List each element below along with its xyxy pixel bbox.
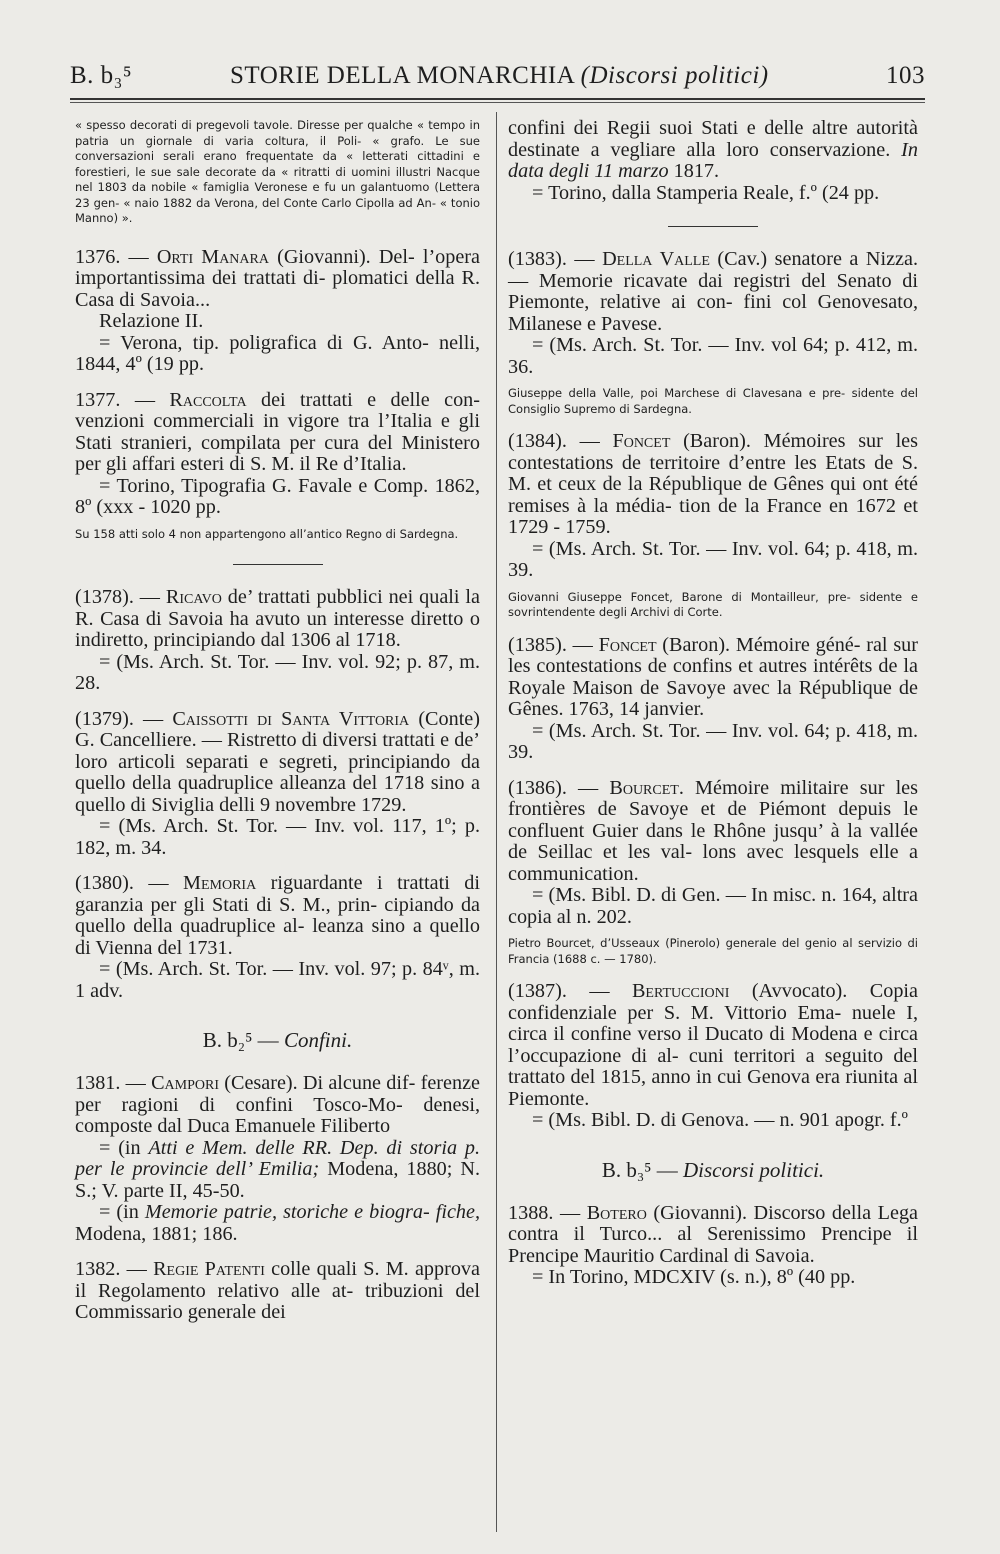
entry-1386-source: = (Ms. Bibl. D. di Gen. — In misc. n. 164, altra copia al n. 202. (508, 884, 918, 928)
page-number: 103 (886, 62, 925, 89)
source-title: Atti e Mem. delle RR. Dep. di storia p. per le provincie dell’ Emilia; (75, 1136, 481, 1180)
entry-1385-source: = (Ms. Arch. St. Tor. — Inv. vol. 64; p. 418, m. 39. (508, 719, 918, 763)
entry-text: (Cesare). Di alcune dif- ferenze per ragioni di confini Tosco-Mo- denesi, composte dal Duca Emanuele Filiberto (75, 1072, 481, 1137)
entry-author: Memoria (183, 872, 257, 894)
entry-number: (1387). — (508, 980, 632, 1002)
entry-author: Bertuccioni (631, 980, 730, 1002)
entry-1376 (75, 247, 480, 312)
entry-1379-source: = (Ms. Arch. St. Tor. — Inv. vol. 117, 1º; p. 182, m. 34. (75, 815, 480, 859)
entry-1383 (508, 249, 918, 335)
entry-number: (1383). — (508, 248, 603, 270)
entry-number: (1380). — (75, 872, 184, 894)
section-title: Discorsi politici. (682, 1157, 825, 1182)
entry-1386 (508, 778, 918, 886)
entry-number: 1388. — (508, 1201, 587, 1224)
entry-1380 (75, 873, 480, 959)
entry-date: In data degli 11 marzo (508, 138, 918, 182)
entry-number: (1378). — (75, 586, 166, 608)
entry-1377-note: Su 158 atti solo 4 non appartengono all’antico Regno di Sardegna. (75, 526, 459, 541)
entry-number: (1385). — (508, 633, 599, 656)
section-title: Confini. (283, 1028, 353, 1052)
entry-1383-note: Giuseppe della Valle, poi Marchese di Clavesana e pre- sidente del Consiglio Supremo di Sardegna. (508, 386, 918, 416)
entry-1377 (75, 390, 480, 476)
entry-author: Raccolta (169, 388, 247, 411)
source-prefix: = (in (99, 1136, 149, 1159)
entry-1381-source-2 (75, 1202, 480, 1245)
entry-1379 (75, 709, 480, 817)
entry-number: (1384). — (508, 430, 613, 452)
section-heading-confini (75, 1028, 480, 1053)
entry-text: (Giovanni). Del- l’opera importantissima dei trattati di- plomatici della R. Casa di Savoia... (75, 245, 480, 311)
left-column (75, 118, 480, 1324)
section-code: B. b₂⁵ — (202, 1028, 284, 1052)
entry-1380-source: = (Ms. Arch. St. Tor. — Inv. vol. 97; p. 84ᵛ, m. 1 adv. (75, 958, 480, 1002)
entry-1387 (508, 981, 918, 1110)
entry-author: Campori (151, 1072, 220, 1094)
entry-1388 (508, 1203, 918, 1268)
entry-text: de’ trattati pubblici nei quali la R. Casa di Savoia ha avuto un interesse diretto o indiretto, principiando dal 1306 al 1718. (75, 586, 480, 651)
entry-text: colle quali S. M. approva il Regolamento relativo alle at- tribuzioni del Commissario generale dei (75, 1258, 480, 1323)
running-header (70, 62, 925, 94)
separator (233, 564, 323, 565)
entry-number: 1382. — (75, 1258, 154, 1280)
source-imprint: Modena, 1881; 186. (75, 1222, 238, 1245)
entry-1376-sub: Relazione II. (99, 310, 204, 332)
source-imprint: Modena, 1880; N. S.; V. parte II, 45-50. (75, 1158, 481, 1202)
entry-1386-note: Pietro Bourcet, d’Usseaux (Pinerolo) generale del genio al servizio di Francia (1688 c. — 1780). (508, 936, 918, 966)
entry-1377-imprint: = Torino, Tipografia G. Favale e Comp. 1862, 8º (xxx - 1020 pp. (75, 474, 480, 518)
column-divider (496, 112, 497, 1532)
right-column (508, 118, 918, 1289)
section-code: B. b₃⁵ (70, 62, 133, 89)
entry-1378-source: = (Ms. Arch. St. Tor. — Inv. vol. 92; p. 87, m. 28. (75, 650, 480, 694)
running-title-sub: (Discorsi politici) (580, 62, 769, 89)
entry-1384-source: = (Ms. Arch. St. Tor. — Inv. vol. 64; p. 418, m. 39. (508, 537, 918, 581)
entry-number: 1377. — (75, 388, 170, 411)
separator (668, 226, 758, 227)
entry-text: (Giovanni). Discorso della Lega contra il Turco... al Serenissimo Prencipe il Prencipe Mauritio Cardinal di Savoia. (508, 1201, 918, 1267)
entry-1384 (508, 431, 918, 539)
entry-text: (Baron). Mémoire géné- ral sur les contestations de confins et autres intérêts de la Royale Maison de Savoye avec la République de Gênes. 1763, 14 janvier. (508, 633, 918, 720)
entry-text: (Conte) G. Cancelliere. — Ristretto di diversi trattati e de’ loro articoli separati e segreti, principiando da quello della quadruplice alleanza del 1718 sino a quello di Siviglia delli 9 novembre 1729. (75, 707, 480, 816)
entry-1385 (508, 635, 918, 721)
entry-author: Bourcet (609, 776, 679, 799)
entry-1376-imprint: = Verona, tip. poligrafica di G. Anto- nelli, 1844, 4º (19 pp. (75, 331, 480, 375)
running-title (230, 62, 850, 90)
entry-text: (Cav.) senatore a Nizza. — Memorie ricavate dai registri del Senato di Piemonte, relative ai con- fini col Genovesato, Milanese e Pavese. (508, 248, 918, 335)
entry-text: confini dei Regii suoi Stati e delle altre autorità destinate a vegliare alla loro conservazione. (508, 117, 918, 161)
source-title: Memorie patrie, storiche e biogra- fiche, (144, 1201, 481, 1223)
entry-text: (Baron). Mémoires sur les contestations de territoire d’entre les Etats de S. M. et ceux de la République de Gênes qui ont été remises à la média- tion de la France en 1672 et 1729 - 1759. (508, 430, 918, 538)
entry-number: (1379). — (75, 707, 173, 730)
entry-1381-source-1 (75, 1138, 480, 1203)
entry-1387-source: = (Ms. Bibl. D. di Genova. — n. 901 apogr. f.º (532, 1109, 908, 1131)
section-code: B. b₃⁵ — (601, 1157, 683, 1182)
section-heading-discorsi (508, 1158, 918, 1183)
entry-text-end: 1817. (668, 160, 720, 182)
entry-1381 (75, 1073, 480, 1138)
entry-author: Botero (586, 1201, 647, 1224)
entry-1383-source: = (Ms. Arch. St. Tor. — Inv. vol 64; p. 412, m. 36. (508, 334, 918, 378)
header-rule-thin (70, 102, 925, 103)
entry-number: 1381. — (75, 1072, 152, 1094)
entry-1378 (75, 587, 480, 652)
footnote-continuation: « spesso decorati di pregevoli tavole. Diresse per qualche « tempo in patria un giornale di varia coltura, il Poli- « grafo. Le sue conversazioni serali erano frequentate da « letterati cittadini e forestieri, le sue sale decorate da « ritratti di uomini illustri Nacque nel 1803 da nobile « famiglia Veronese e fu un galantuomo (Lettera 23 gen- « naio 1882 da Verona, del Conte Carlo Cipolla ad An- « tonio Manno) ». (75, 118, 480, 225)
entry-text: (Avvocato). Copia confidenziale per S. M. Vittorio Ema- nuele I, circa il confine verso il Ducato di Modena e circa l’occupazione di al- cuni territori a seguito del trattato del 1815, anno in cui Genova era riunita al Piemonte. (508, 980, 918, 1110)
entry-author: Foncet (612, 430, 671, 452)
header-rule (70, 98, 925, 100)
entry-author: Foncet (598, 633, 657, 656)
running-title-main: STORIE DELLA MONARCHIA (230, 62, 574, 89)
entry-text: dei trattati e delle con- venzioni commerciali in vigore tra l’Italia e gli Stati stranieri, compilata per cura del Ministero per gli affari esteri di S. M. il Re d’Italia. (75, 388, 481, 475)
entry-text: . Mémoire militaire sur les frontières de Savoye et de Piémont depuis le confluent Guier dans le Rhône jusqu’ à la vallée de Seillac et les val- lons avec lesquels elle a communication. (508, 776, 918, 885)
source-prefix: = (in (99, 1201, 145, 1223)
entry-1382-continued (508, 118, 918, 183)
entry-number: (1386). — (508, 776, 610, 799)
entry-author: Caissotti di Santa Vittoria (172, 707, 410, 730)
entry-author: Regie Patenti (153, 1258, 265, 1280)
entry-author: Ricavo (165, 586, 222, 608)
entry-1382 (75, 1259, 480, 1324)
entry-1384-note: Giovanni Giuseppe Foncet, Barone di Montailleur, pre- sidente e sovrintendente degli Archivi di Corte. (508, 589, 918, 619)
entry-author: Della Valle (602, 248, 710, 270)
entry-author: Orti Manara (156, 245, 269, 268)
entry-number: 1376. — (75, 245, 157, 268)
entry-text: riguardante i trattati di garanzia per gli Stati di S. M., prin- cipiando da quello della quadruplice al- leanza sino a quello di Vienna del 1731. (75, 872, 480, 959)
entry-1388-imprint: = In Torino, MDCXIV (s. n.), 8º (40 pp. (532, 1266, 856, 1288)
entry-1382-imprint: = Torino, dalla Stamperia Reale, f.º (24 pp. (532, 181, 880, 204)
